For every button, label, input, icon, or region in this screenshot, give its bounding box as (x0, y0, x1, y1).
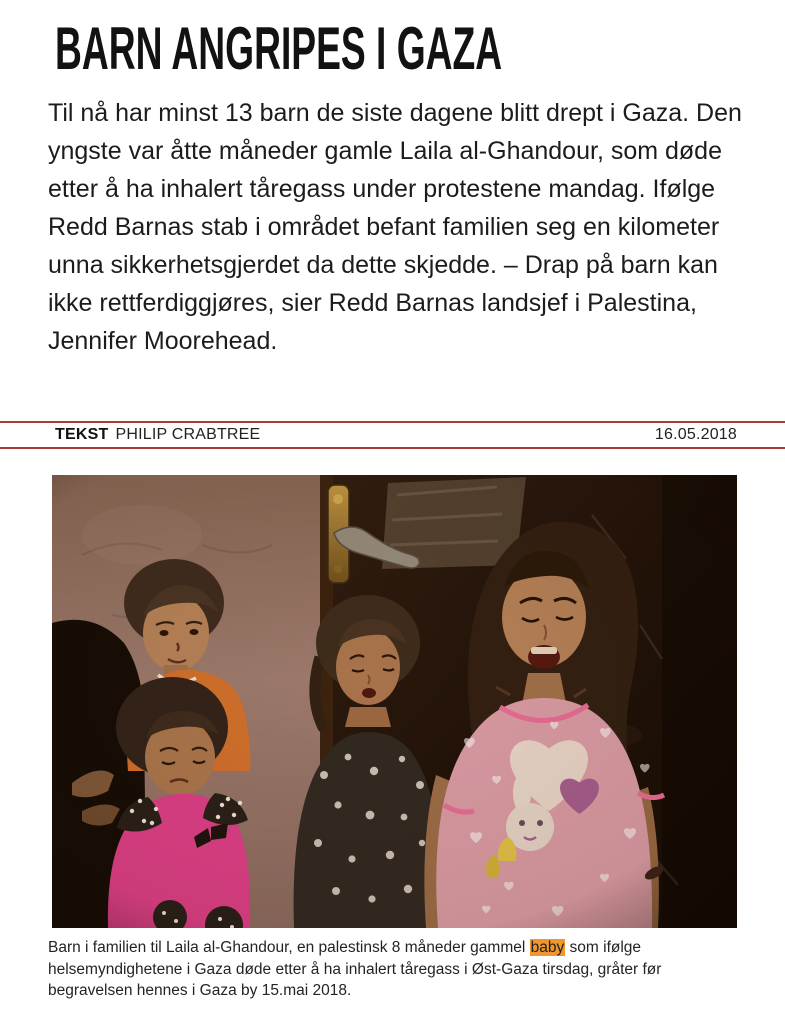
caption-text-before: Barn i familien til Laila al-Ghandour, en palestinsk 8 måneder gammel (48, 939, 530, 956)
photo-caption (48, 937, 713, 1002)
byline-label: TEKST (55, 426, 109, 443)
photo-illustration (52, 475, 737, 928)
byline-bar (0, 421, 785, 449)
byline-author: PHILIP CRABTREE (115, 426, 261, 443)
page-title: BARN ANGRIPES I GAZA (55, 15, 503, 82)
byline (55, 426, 260, 444)
byline-date: 16.05.2018 (654, 426, 737, 443)
caption-text-after: som ifølge helsemyndighetene i Gaza døde etter å ha inhalert tåregass i Øst-Gaza tirsdag, gråter før begravelsen hennes i Gaza by 15.mai 2018. (48, 939, 662, 999)
caption-highlight: baby (530, 939, 565, 956)
photo-warm-tint (52, 475, 737, 928)
article-lead: Til nå har minst 13 barn de siste dagene blitt drept i Gaza. Den yngste var åtte måneder gamle Laila al-Ghandour, som døde etter å ha inhalert tåregass under protestene mandag. Ifølge Redd Barnas stab i området befant familien seg en kilometer unna sikkerhetsgjerdet da dette skjedde. – Drap på barn kan ikke rettferdiggjøres, sier Redd Barnas landsjef i Palestina, Jennifer Moorehead. (48, 99, 742, 355)
article-photo (52, 475, 737, 928)
